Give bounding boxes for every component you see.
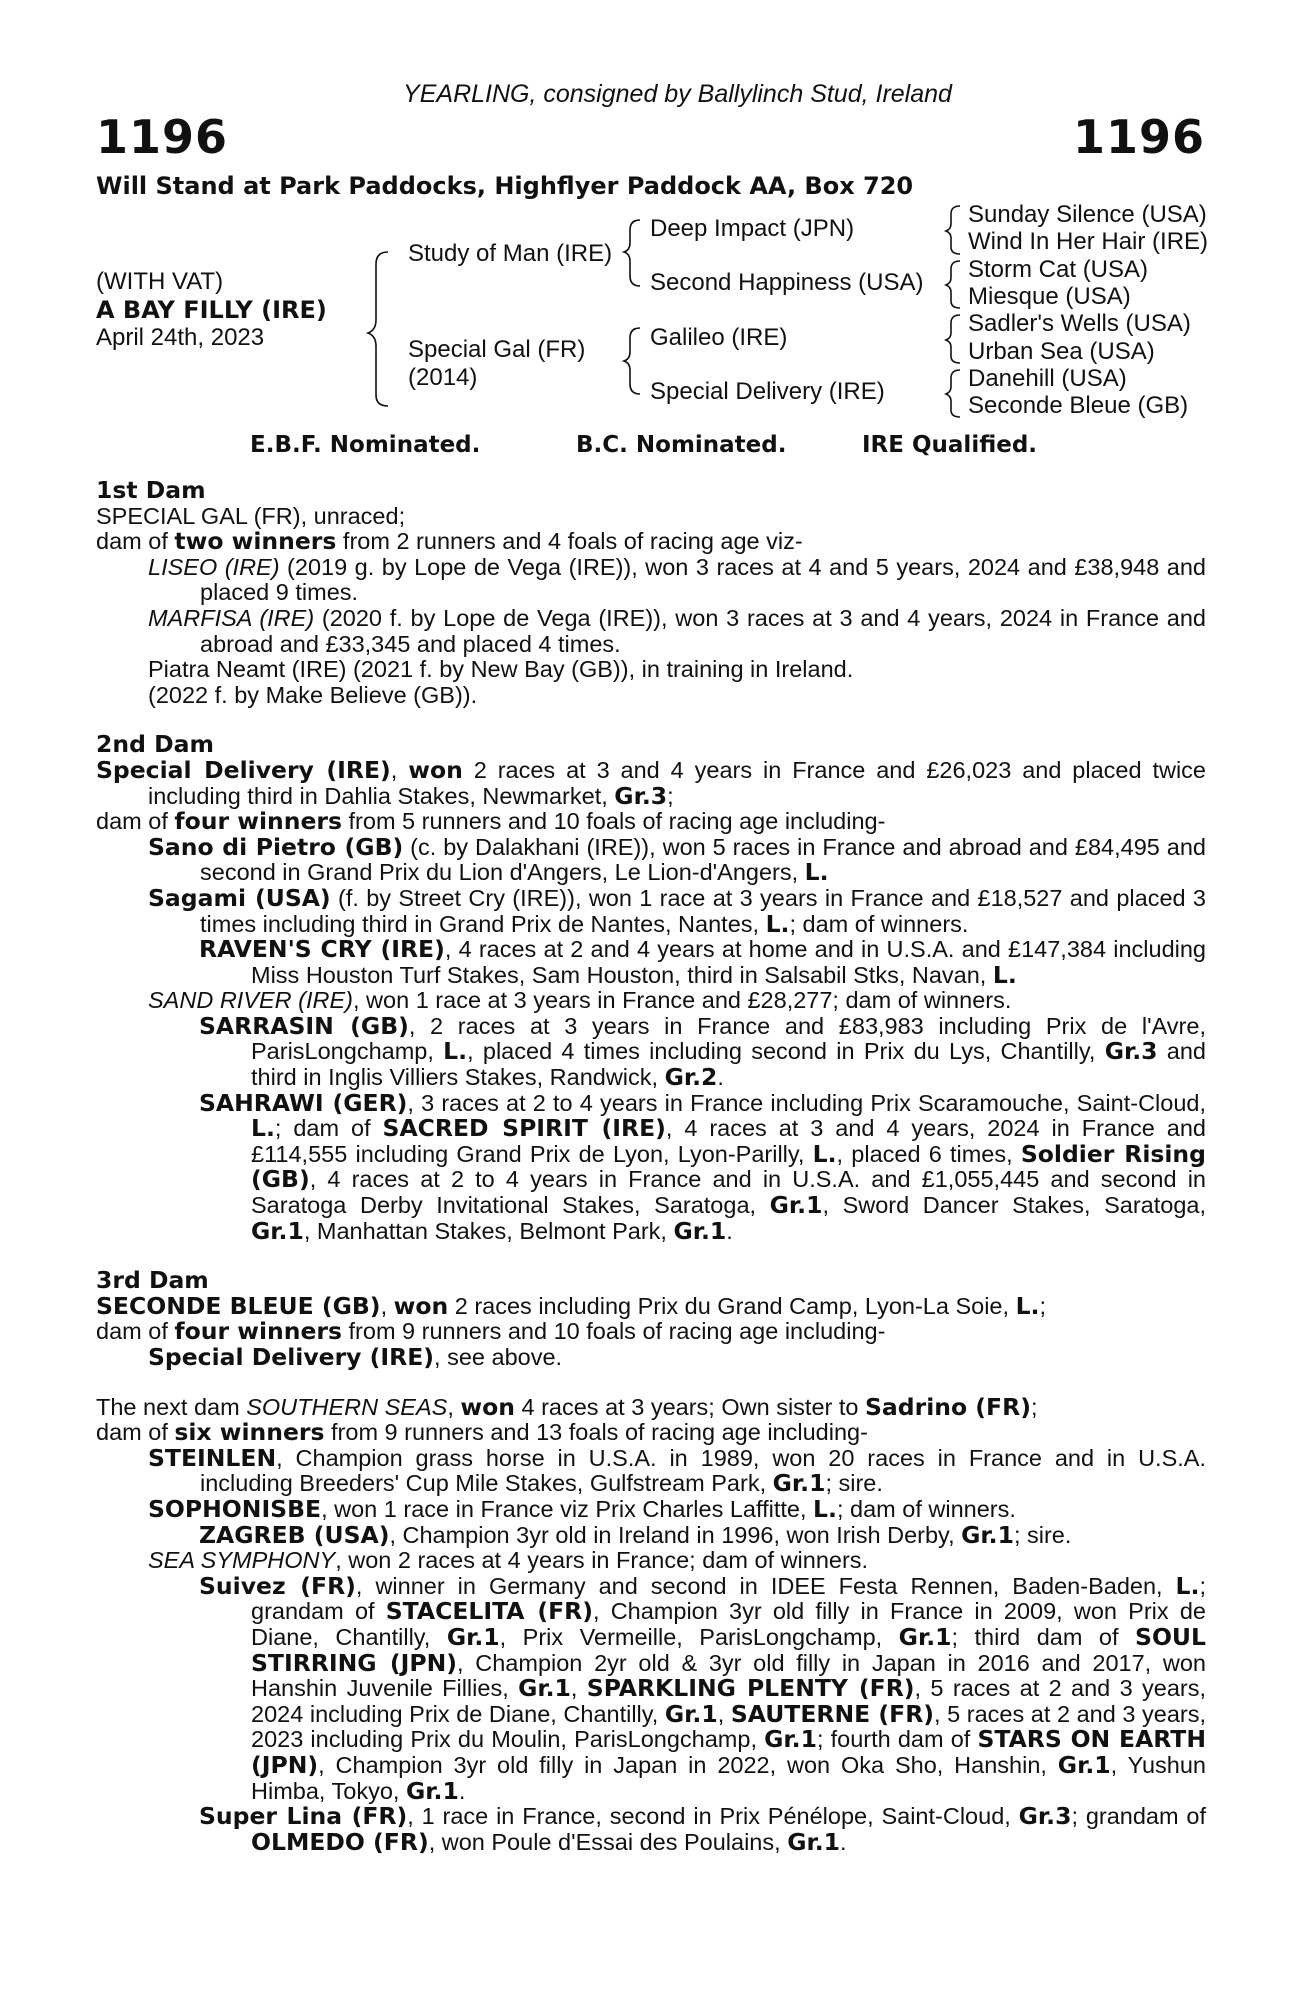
- consignment-subheading: YEARLING, consigned by Ballylinch Stud, Ireland: [403, 80, 952, 108]
- third-dam-record: SECONDE BLEUE (GB), won 2 races including Prix du Grand Camp, Lyon-La Soie, L.;: [96, 1291, 1046, 1320]
- next-dam-record: The next dam SOUTHERN SEAS, won 4 races at 3 years; Own sister to Sadrino (FR);: [96, 1392, 1038, 1421]
- stabling-location: Will Stand at Park Paddocks, Highflyer Paddock AA, Box 720: [96, 172, 914, 200]
- gen3-ddd: Seconde Bleue (GB): [968, 392, 1189, 419]
- produce-piatra-neamt: Piatra Neamt (IRE) (2021 f. by New Bay (GB)), in training in Ireland.: [148, 656, 854, 683]
- produce-2022: (2022 f. by Make Believe (GB)).: [148, 681, 478, 708]
- second-dam-section: [96, 732, 1206, 1244]
- next-dam-section: [96, 1392, 1207, 1856]
- third-dam-produce-summary: dam of four winners from 9 runners and 10 foals of racing age including-: [96, 1317, 886, 1346]
- gen3-ssd: Wind In Her Hair (IRE): [968, 228, 1209, 255]
- catalogue-body: [96, 478, 1206, 1855]
- produce-marfisa: MARFISA (IRE) (2020 f. by Lope de Vega (IRE)), won 3 races at 3 and 4 years, 2024 in France and abroad and £33,345 and placed 4 times.: [148, 604, 1206, 657]
- produce-special-delivery: Special Delivery (IRE), see above.: [148, 1343, 563, 1371]
- dam-year: (2014): [408, 364, 478, 391]
- vat-note: (WITH VAT): [96, 268, 224, 295]
- dam-sire: Galileo (IRE): [650, 324, 788, 351]
- first-dam-line: SPECIAL GAL (FR), unraced;: [96, 502, 406, 529]
- produce-zagreb: ZAGREB (USA), Champion 3yr old in Ireland in 1996, won Irish Derby, Gr.1; sire.: [199, 1520, 1072, 1549]
- foaling-date: April 24th, 2023: [96, 324, 265, 351]
- sire-name: Study of Man (IRE): [408, 240, 613, 267]
- sire-sire: Deep Impact (JPN): [650, 215, 855, 242]
- dam-name: Special Gal (FR): [408, 336, 586, 363]
- produce-sahrawi: SAHRAWI (GER), 3 races at 2 to 4 years in France including Prix Scaramouche, Saint-Cloud, L.; dam of SACRED SPIRIT (IRE), 4 races at 3 and 4 years, 2024 in France and £114,555 including Grand Prix de Lyon, Lyon-Parilly, L., placed 6 times, Soldier Rising (GB), 4 races at 2 to 4 years in France and in U.S.A. and £1,055,445 and second in Saratoga Derby Invitational Stakes, Saratoga, Gr.1, Sword Dancer Stakes, Saratoga, Gr.1, Manhattan Stakes, Belmont Park, Gr.1.: [199, 1088, 1206, 1245]
- produce-liseo: LISEO (IRE) (2019 g. by Lope de Vega (IRE)), won 3 races at 4 and 5 years, 2024 and £38,948 and placed 9 times.: [148, 553, 1206, 606]
- produce-sagami: Sagami (USA) (f. by Street Cry (IRE)), won 1 race at 3 years in France and £18,527 and placed 3 times including third in Grand Prix de Nantes, Nantes, L.; dam of winners.: [148, 883, 1206, 938]
- produce-sano-di-pietro: Sano di Pietro (GB) (c. by Dalakhani (IRE)), won 5 races in France and abroad and £84,495 and second in Grand Prix du Lion d'Angers, Le Lion-d'Angers, L.: [148, 832, 1206, 887]
- second-dam-record: Special Delivery (IRE), won 2 races at 3 and 4 years in France and £26,023 and placed twice including third in Dahlia Stakes, Newmarket, Gr.3;: [96, 755, 1207, 810]
- produce-sea-symphony: SEA SYMPHONY, won 2 races at 4 years in France; dam of winners.: [148, 1547, 869, 1574]
- second-dam-produce-summary: dam of four winners from 5 runners and 10 foals of racing age including-: [96, 807, 886, 836]
- next-dam-produce-summary: dam of six winners from 9 runners and 13 foals of racing age including-: [96, 1418, 868, 1447]
- ire-qualification: IRE Qualified.: [862, 432, 1038, 458]
- dam-dam: Special Delivery (IRE): [650, 378, 885, 405]
- third-dam-heading: 3rd Dam: [96, 1266, 209, 1295]
- gen3-sds: Storm Cat (USA): [968, 256, 1149, 283]
- produce-steinlen: STEINLEN, Champion grass horse in U.S.A. in 1989, won 20 races in France and in U.S.A. including Breeders' Cup Mile Stakes, Gulfstream Park, Gr.1; sire.: [148, 1443, 1206, 1498]
- first-dam-produce-summary: dam of two winners from 2 runners and 4 foals of racing age viz-: [96, 527, 803, 556]
- gen3-dds: Danehill (USA): [968, 365, 1127, 392]
- lot-number-right: 1196: [1072, 110, 1205, 164]
- second-dam-heading: 2nd Dam: [96, 730, 214, 759]
- third-dam-section: [96, 1268, 1206, 1370]
- horse-name: A BAY FILLY (IRE): [96, 296, 327, 324]
- produce-sand-river: SAND RIVER (IRE), won 1 race at 3 years in France and £28,277; dam of winners.: [148, 987, 1012, 1014]
- gen3-dss: Sadler's Wells (USA): [968, 310, 1191, 337]
- first-dam-section: [96, 478, 1206, 708]
- bc-nomination: B.C. Nominated.: [576, 432, 787, 458]
- produce-super-lina: Super Lina (FR), 1 race in France, second in Prix Pénélope, Saint-Cloud, Gr.3; grandam of OLMEDO (FR), won Poule d'Essai des Poulains, Gr.1.: [199, 1802, 1207, 1856]
- pedigree-brackets: [0, 0, 1315, 420]
- gen3-sss: Sunday Silence (USA): [968, 201, 1207, 228]
- produce-ravens-cry: RAVEN'S CRY (IRE), 4 races at 2 and 4 years at home and in U.S.A. and £147,384 including Miss Houston Turf Stakes, Sam Houston, third in Salsabil Stks, Navan, L.: [199, 935, 1206, 989]
- first-dam-heading: 1st Dam: [96, 476, 206, 504]
- lot-number-left: 1196: [96, 110, 229, 164]
- gen3-dsd: Urban Sea (USA): [968, 338, 1155, 365]
- produce-sophonisbe: SOPHONISBE, won 1 race in France viz Prix Charles Laffitte, L.; dam of winners.: [148, 1494, 1016, 1523]
- produce-sarrasin: SARRASIN (GB), 2 races at 3 years in France and £83,983 including Prix de l'Avre, ParisLongchamp, L., placed 4 times including second in Prix du Lys, Chantilly, Gr.3 and third in Inglis Villiers Stakes, Randwick, Gr.2.: [199, 1011, 1206, 1092]
- gen3-sdd: Miesque (USA): [968, 283, 1131, 310]
- sire-dam: Second Happiness (USA): [650, 269, 924, 296]
- ebf-nomination: E.B.F. Nominated.: [250, 432, 481, 458]
- produce-suivez: Suivez (FR), winner in Germany and second in IDEE Festa Rennen, Baden-Baden, L.; grandam of STACELITA (FR), Champion 3yr old filly in France in 2009, won Prix de Diane, Chantilly, Gr.1, Prix Vermeille, ParisLongchamp, Gr.1; third dam of SOUL STIRRING (JPN), Champion 2yr old & 3yr old filly in Japan in 2016 and 2017, won Hanshin Juvenile Fillies, Gr.1, SPARKLING PLENTY (FR), 5 races at 2 and 3 years, 2024 including Prix de Diane, Chantilly, Gr.1, SAUTERNE (FR), 5 races at 2 and 3 years, 2023 including Prix du Moulin, ParisLongchamp, Gr.1; fourth dam of STARS ON EARTH (JPN), Champion 3yr old filly in Japan in 2022, won Oka Sho, Hanshin, Gr.1, Yushun Himba, Tokyo, Gr.1.: [199, 1571, 1206, 1805]
